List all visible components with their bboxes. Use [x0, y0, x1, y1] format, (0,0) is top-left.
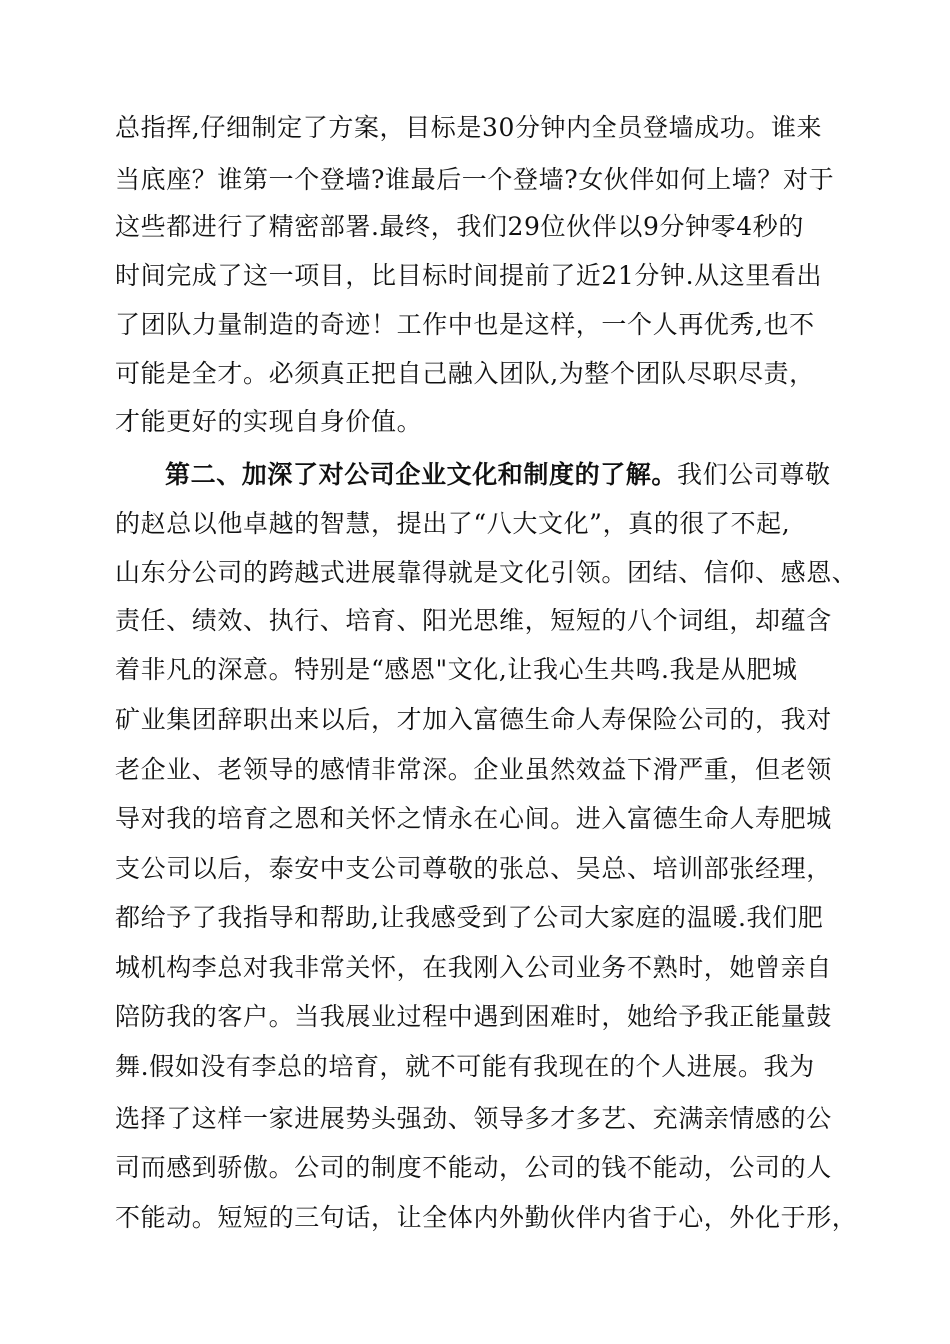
section-heading-line	[165, 459, 831, 491]
paragraph-line: 责任、绩效、执行、培育、阳光思维，短短的八个词组，却蕴含	[115, 606, 832, 635]
paragraph-line: 陪防我的客户。当我展业过程中遇到困难时，她给予我正能量鼓	[115, 1002, 832, 1031]
paragraph-line: 总指挥,仔细制定了方案，目标是30分钟内全员登墙成功。谁来	[115, 113, 823, 142]
paragraph-line: 城机构李总对我非常关怀，在我刚入公司业务不熟时，她曾亲自	[115, 953, 832, 982]
section-heading: 第二、加深了对公司企业文化和制度的了解。	[165, 460, 678, 489]
paragraph-line: 选择了这样一家进展势头强劲、领导多才多艺、充满亲情感的公	[115, 1104, 832, 1133]
paragraph-line: 当底座？谁第一个登墙?谁最后一个登墙?女伙伴如何上墙？对于	[115, 165, 835, 194]
paragraph-line: 才能更好的实现自身价值。	[115, 407, 423, 436]
paragraph-line: 司而感到骄傲。公司的制度不能动，公司的钱不能动，公司的人	[115, 1153, 832, 1182]
paragraph-line: 时间完成了这一项目，比目标时间提前了近21分钟.从这里看出	[115, 261, 823, 290]
paragraph-line: 矿业集团辞职出来以后，才加入富德生命人寿保险公司的，我对	[115, 705, 832, 734]
paragraph-line: 着非凡的深意。特别是“感恩"文化,让我心生共鸣.我是从肥城	[115, 655, 798, 684]
paragraph-line: 支公司以后，泰安中支公司尊敬的张总、吴总、培训部张经理，	[115, 854, 832, 883]
paragraph-line: 都给予了我指导和帮助,让我感受到了公司大家庭的温暖.我们肥	[115, 903, 824, 932]
paragraph-line: 舞.假如没有李总的培育，就不可能有我现在的个人进展。我为	[115, 1052, 815, 1081]
paragraph-line: 了团队力量制造的奇迹！工作中也是这样，一个人再优秀,也不	[115, 310, 815, 339]
paragraph-line: 不能动。短短的三句话，让全体内外勤伙伴内省于心，外化于形，	[115, 1203, 858, 1232]
paragraph-line: 导对我的培育之恩和关怀之情永在心间。进入富德生命人寿肥城	[115, 804, 832, 833]
paragraph-line: 山东分公司的跨越式进展靠得就是文化引领。团结、信仰、感恩、	[115, 558, 858, 587]
heading-line-rest: 我们公司尊敬	[677, 460, 831, 489]
paragraph-line: 可能是全才。必须真正把自己融入团队,为整个团队尽职尽责，	[115, 359, 815, 388]
paragraph-line: 这些都进行了精密部署.最终，我们29位伙伴以9分钟零4秒的	[115, 212, 804, 241]
paragraph-line: 的赵总以他卓越的智慧，提出了“八大文化”，真的很了不起,	[115, 509, 791, 538]
paragraph-line: 老企业、老领导的感情非常深。企业虽然效益下滑严重，但老领	[115, 755, 832, 784]
